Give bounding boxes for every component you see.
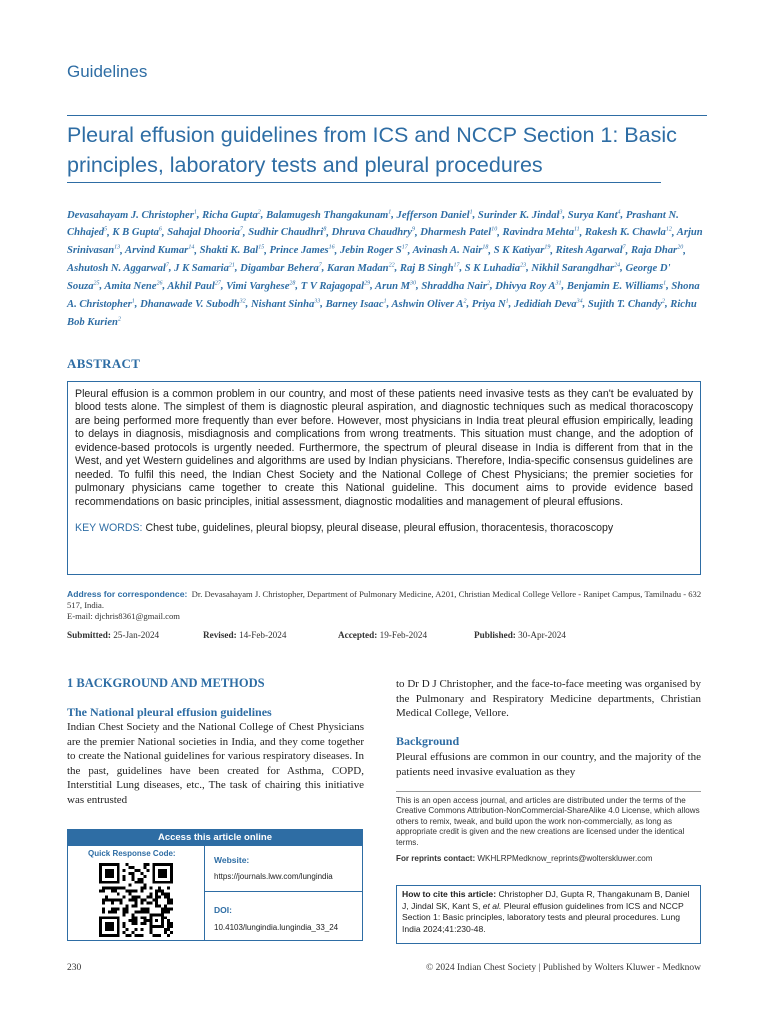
- citation-text-2: Pleural effusion guidelines from ICS and NCCP Section 1: Basic principles, laboratory tests and pleural procedures. Lung India 2024;41:230-48.: [402, 900, 684, 934]
- author-name: Ashutosh N. Aggarwal$^7$: [67, 262, 169, 275]
- correspondence: [67, 589, 707, 623]
- author-affiliation: 31: [555, 280, 562, 287]
- keywords: [75, 522, 693, 535]
- access-info-panel: [205, 846, 362, 940]
- author-name: Devasahayam J. Christopher$^1$: [67, 209, 197, 221]
- author-affiliation: 15: [258, 244, 265, 251]
- doi-link[interactable]: 10.4103/lungindia.lungindia_33_24: [214, 923, 339, 932]
- author-affiliation: 25: [93, 280, 100, 287]
- author-name: Shona A. Christopher$^1$: [67, 280, 700, 310]
- revised-date: 14-Feb-2024: [238, 630, 287, 640]
- column2-paragraph: to Dr D J Christopher, and the face-to-face meeting was organised by the Pulmonary and Respiratory Medicine departments, Christian Medical College, Vellore.: [396, 678, 701, 720]
- citation-text-1: Christopher DJ, Gupta R, Thangakunam B, Daniel J, Jindal SK, Kant S,: [402, 889, 690, 911]
- author-affiliation: 14: [188, 244, 195, 251]
- author-name: Dhivya Roy $A^{31}$: [495, 280, 562, 292]
- title-bottom-rule: [67, 182, 661, 183]
- article-title: Pleural effusion guidelines from ICS and NCCP Section 1: Basic principles, laboratory tests and pleural procedures: [67, 123, 677, 177]
- author-name: Rakesh K. Chawla$^{12}$: [584, 226, 672, 239]
- author-list: Devasahayam J. Christopher$^1$, Richa Gupta$^2$, Balamugesh Thangakunam$^1$, Jefferson Daniel$^1$, Surinder K. Jindal$^3$, Surya Kant$^4$, Prashant N. Chhajed$^5$, K B Gupta$^6$, Sahajal Dhooria$^7$, Sudhir Chaudhri$^8$, Dhruva Chaudhry$^9$, Dharmesh Patel$^{10}$, Ravindra Mehta$^{11}$, Rakesh K. Chawla$^{12}$, Arjun Srinivasan$^{13}$, Arvind Kumar$^{14}$, Shakti K. Bal$^{15}$, Prince James$^{16}$, Jebin Roger $S^{17}$, Avinash A. Nair$^{18}$, S K Katiyar$^{19}$, Ritesh Agarwal$^7$, Raja Dhar$^{20}$, Ashutosh N. Aggarwal$^7$, J K Samaria$^{21}$, Digambar Behera$^7$, Karan Madan$^{22}$, Raj B Singh$^{17}$, S K Luhadia$^{23}$, Nikhil Sarangdhar$^{24}$, George D' Souza$^{25}$, Amita Nene$^{26}$, Akhil Paul$^{27}$, Vimi Varghese$^{28}$, T V Rajagopal$^{29}$, Arun $M^{30}$, Shraddha Nair$^2$, Dhivya Roy $A^{31}$, Benjamin E. Williams$^1$, Shona A. Christopher$^1$, Dhanawade V. Subodh$^{32}$, Nishant Sinha$^{33}$, Barney Isaac$^1$, Ashwin Oliver $A^2$, Priya $N^1$, Jedidiah Deva$^{34}$, Sujith T. Chandy$^2$, Richu Bob Kurien$^2$: [67, 209, 703, 328]
- author-name: Jedidiah Deva$^{34}$: [513, 298, 583, 310]
- author-name: Balamugesh Thangakunam$^1$: [266, 209, 392, 221]
- section-heading: 1 BACKGROUND AND METHODS: [67, 676, 265, 690]
- author-affiliation: 1: [505, 298, 509, 305]
- license-text: This is an open access journal, and articles are distributed under the terms of the Creative Commons Attribution-NonCommercial-ShareAlike 4.0 License, which allows others to remix, tweak, and build upon the work non-commercially, as long as appropriate credit is given and the new creations are licensed under the identical terms.: [396, 796, 700, 847]
- author-name: Jebin Roger $S^{17}$: [339, 244, 408, 257]
- column1-paragraph: Indian Chest Society and the National College of Chest Physicians are the premier National societies in India, and they come together to create the National guidelines for various respiratory diseases. In the past, guidelines have been created for Asthma, COPD, Interstitial Lung diseases, etc., The task of chairing this initiative was entrusted: [67, 721, 364, 806]
- author-name: Prince James$^{16}$: [269, 244, 335, 257]
- author-name: Raj B Singh$^{17}$: [399, 262, 460, 275]
- author-affiliation: 23: [520, 262, 527, 269]
- author-name: Arun $M^{30}$: [375, 280, 417, 292]
- author-affiliation: 2: [487, 280, 490, 287]
- correspondence-label: Address for correspondence:: [67, 589, 188, 599]
- author-name: Amita Nene$^{26}$: [104, 280, 163, 292]
- doi-label: DOI:: [214, 905, 232, 915]
- author-affiliation: 18: [482, 244, 489, 251]
- page-number: 230: [67, 963, 82, 973]
- access-divider: [205, 891, 362, 892]
- author-affiliation: 1: [388, 209, 392, 215]
- section-label: Guidelines: [67, 62, 148, 81]
- author-name: Avinash A. Nair$^{18}$: [412, 244, 489, 257]
- author-name: Barney Isaac$^1$: [325, 298, 387, 310]
- author-name: K B Gupta$^6$: [112, 226, 162, 239]
- author-affiliation: 16: [328, 244, 335, 251]
- author-affiliation: 1: [383, 298, 387, 305]
- author-name: S K Katiyar$^{19}$: [493, 244, 551, 257]
- author-affiliation: 26: [156, 280, 163, 287]
- background-heading: Background: [396, 734, 460, 748]
- author-affiliation: 21: [228, 262, 235, 269]
- published-label: Published:: [474, 630, 516, 640]
- author-name: Richa Gupta$^2$: [202, 209, 261, 221]
- author-affiliation: 2: [117, 315, 121, 322]
- accepted-label: Accepted:: [338, 630, 378, 640]
- author-name: Akhil Paul$^{27}$: [167, 280, 221, 292]
- author-name: J K Samaria$^{21}$: [174, 262, 235, 275]
- author-affiliation: 28: [289, 280, 296, 287]
- author-affiliation: 11: [574, 226, 580, 233]
- author-affiliation: 2: [661, 298, 665, 305]
- author-affiliation: 7: [318, 262, 322, 269]
- author-affiliation: 29: [364, 280, 371, 287]
- author-affiliation: 2: [463, 298, 467, 305]
- author-name: Sujith T. Chandy$^2$: [587, 298, 665, 310]
- website-link[interactable]: https://journals.lww.com/lungindia: [214, 872, 333, 881]
- author-name: Priya $N^1$: [471, 298, 509, 310]
- keywords-text: Chest tube, guidelines, pleural biopsy, pleural disease, pleural effusion, thoracentesis, thoracoscopy: [145, 522, 614, 535]
- author-affiliation: 19: [544, 244, 551, 251]
- citation-box: [396, 885, 701, 944]
- author-name: Shraddha Nair$^2$: [421, 280, 490, 292]
- author-affiliation: 1: [469, 209, 473, 215]
- author-name: Digambar Behera$^7$: [240, 262, 322, 275]
- reprints-email[interactable]: WKHLRPMedknow_reprints@wolterskluwer.com: [477, 854, 653, 864]
- author-name: Arjun Srinivasan$^{13}$: [67, 227, 703, 257]
- author-name: Dhanawade V. Subodh$^{32}$: [140, 298, 246, 310]
- author-affiliation: 2: [257, 209, 261, 215]
- author-name: Raja Dhar$^{20}$: [630, 244, 684, 257]
- correspondence-address: Dr. Devasahayam J. Christopher, Department of Pulmonary Medicine, A201, Christian Medical College Vellore - Ranipet Campus, Tamilnadu - 632 517, India.: [67, 589, 702, 611]
- qr-label: Quick Response Code:: [88, 849, 176, 858]
- subsection-heading: The National pleural effusion guidelines: [67, 705, 272, 719]
- author-affiliation: 7: [622, 244, 626, 251]
- keywords-label: KEY WORDS:: [75, 522, 143, 535]
- author-name: Dharmesh Patel$^{10}$: [420, 226, 498, 239]
- author-affiliation: 1: [131, 298, 135, 305]
- access-header: Access this article online: [68, 830, 362, 846]
- author-affiliation: 1: [193, 209, 197, 215]
- background-paragraph: Pleural effusions are common in our country, and the majority of the patients need invasive evaluation as they: [396, 751, 701, 778]
- author-affiliation: 17: [453, 262, 460, 269]
- accepted-date: 19-Feb-2024: [379, 630, 428, 640]
- author-name: Dhruva Chaudhry$^9$: [331, 226, 415, 239]
- license-note: [396, 796, 701, 864]
- author-affiliation: 27: [214, 280, 221, 287]
- author-name: S K Luhadia$^{23}$: [464, 262, 527, 275]
- revised-label: Revised:: [203, 630, 237, 640]
- author-affiliation: 9: [411, 226, 415, 233]
- author-affiliation: 7: [165, 262, 169, 269]
- citation-label: How to cite this article:: [402, 889, 497, 899]
- reprints-label: For reprints contact:: [396, 854, 476, 864]
- license-rule: [396, 791, 701, 792]
- author-affiliation: 34: [576, 298, 583, 305]
- correspondence-email[interactable]: E-mail: djchris8361@gmail.com: [67, 611, 180, 622]
- submitted-date: 25-Jan-2024: [113, 630, 160, 640]
- author-affiliation: 4: [617, 209, 621, 215]
- qr-code-icon[interactable]: [99, 863, 173, 937]
- abstract-text: Pleural effusion is a common problem in our country, and most of these patients need invasive tests as they can't be evaluated by blood tests alone. The simplest of them is diagnostic pleural aspiration, and diagnostic techniques such as medical thoracoscopy are being performed more frequently than ever before. However, most physicians in India treat pleural effusion empirically, leading to delays in diagnosis, misdiagnosis and complications from wrong treatments. This situation must change, and the adoption of evidence-based protocols is urgently needed. Furthermore, the spectrum of pleural disease in India is different from that in the West, and yet Western guidelines and algorithms are used by Indian physicians. Therefore, India-specific consensus guidelines are needed. To fulfil this need, the Indian Chest Society and the National College of Chest Physicians; the premier societies for pulmonary physicians came together to create this National guideline. This document aims to provide evidence based recommendations on basic principles, initial assessment, diagnostic modalities and management of pleural effusions.: [75, 388, 693, 508]
- author-name: Nikhil Sarangdhar$^{24}$: [531, 262, 621, 275]
- author-affiliation: 3: [559, 209, 563, 215]
- abstract-box: [67, 381, 701, 575]
- author-affiliation: 17: [401, 244, 408, 251]
- author-name: Sudhir Chaudhri$^8$: [248, 226, 327, 239]
- qr-panel: [68, 846, 205, 940]
- author-affiliation: 30: [410, 280, 417, 287]
- author-name: George D' Souza$^{25}$: [67, 263, 671, 292]
- author-name: Benjamin E. Williams$^1$: [566, 280, 667, 292]
- author-affiliation: 32: [239, 298, 246, 305]
- author-affiliation: 13: [114, 244, 121, 251]
- author-affiliation: 6: [158, 226, 162, 233]
- author-name: Richu Bob Kurien$^2$: [67, 298, 697, 328]
- author-affiliation: 8: [323, 226, 327, 233]
- author-name: Shakti K. Bal$^{15}$: [199, 244, 265, 257]
- author-affiliation: 20: [677, 244, 684, 251]
- author-affiliation: 7: [239, 226, 243, 233]
- author-name: Arvind Kumar$^{14}$: [125, 244, 195, 257]
- title-top-rule: [67, 115, 707, 116]
- author-affiliation: 33: [314, 298, 321, 305]
- access-online-box: [67, 829, 363, 941]
- author-name: Ravindra Mehta$^{11}$: [502, 226, 580, 239]
- author-name: Surya Kant$^4$: [567, 209, 621, 221]
- author-affiliation: 12: [665, 226, 672, 233]
- author-name: Nishant Sinha$^{33}$: [250, 298, 321, 310]
- author-affiliation: 10: [491, 226, 498, 233]
- author-name: T V Rajagopal$^{29}$: [300, 280, 371, 292]
- author-name: Jefferson Daniel$^1$: [396, 209, 473, 221]
- submitted-label: Submitted:: [67, 630, 111, 640]
- author-affiliation: 1: [663, 280, 667, 287]
- author-name: Ritesh Agarwal$^7$: [555, 244, 626, 257]
- author-affiliation: 24: [614, 262, 621, 269]
- author-name: Sahajal Dhooria$^7$: [167, 226, 243, 239]
- author-name: Prashant N. Chhajed$^5$: [67, 209, 679, 239]
- footer-publisher: © 2024 Indian Chest Society | Published by Wolters Kluwer - Medknow: [426, 963, 701, 973]
- author-affiliation: 5: [104, 226, 108, 233]
- author-name: Ashwin Oliver $A^2$: [391, 298, 467, 310]
- author-affiliation: 22: [388, 262, 395, 269]
- author-name: Vimi Varghese$^{28}$: [226, 280, 296, 292]
- abstract-heading: ABSTRACT: [67, 356, 141, 371]
- website-label: Website:: [214, 855, 250, 865]
- published-date: 30-Apr-2024: [518, 630, 566, 640]
- citation-etal: et al.: [482, 900, 502, 911]
- author-name: Karan Madan$^{22}$: [327, 262, 395, 275]
- author-name: Surinder K. Jindal$^3$: [477, 209, 563, 221]
